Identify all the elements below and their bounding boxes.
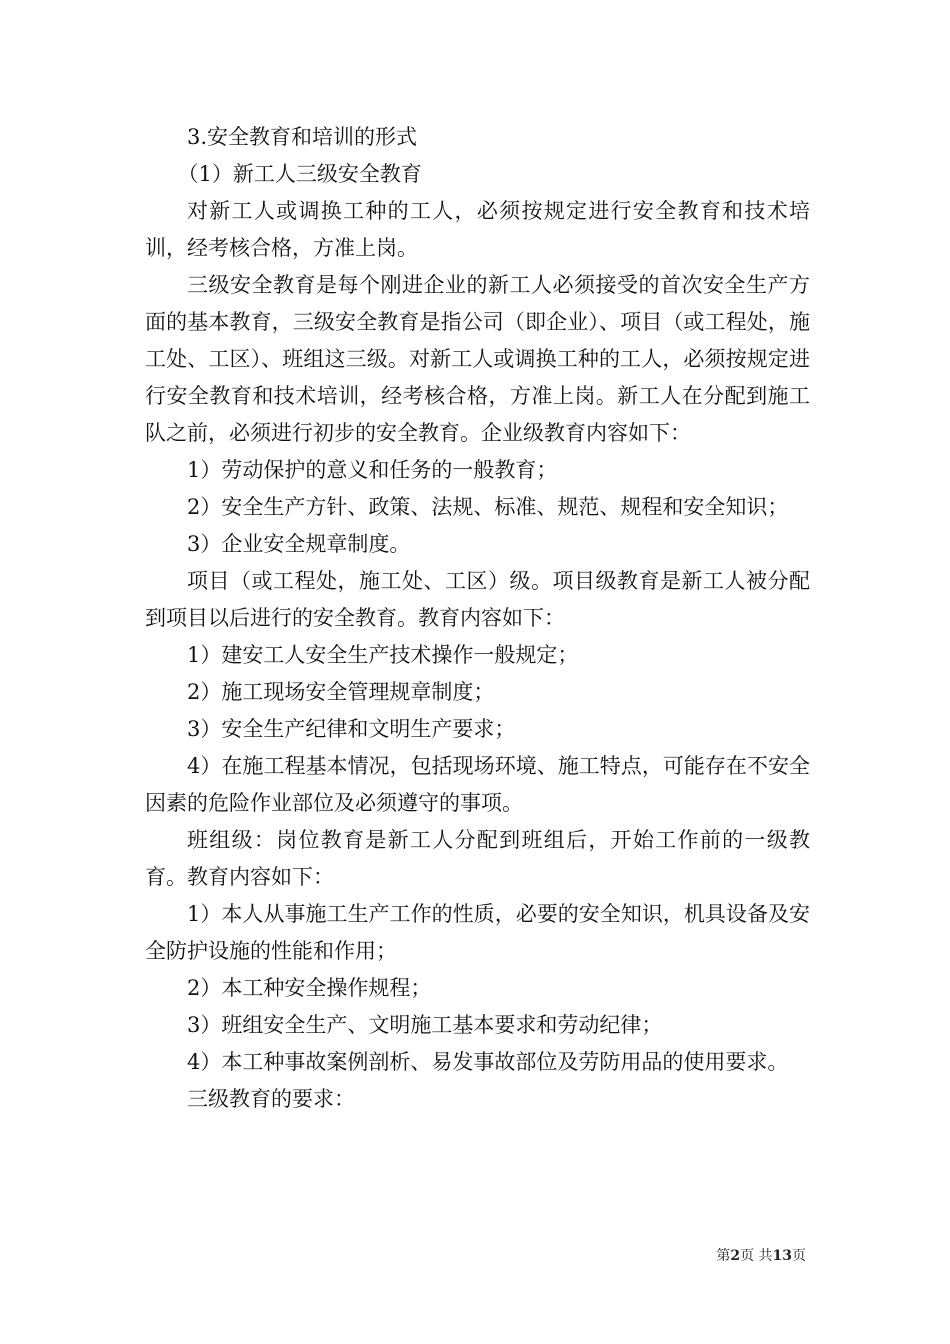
- section-heading: 3.安全教育和培训的形式: [187, 125, 418, 149]
- list-item: 2）安全生产方针、政策、法规、标准、规范、规程和安全知识；: [187, 495, 789, 519]
- list-item: 3）企业安全规章制度。: [187, 532, 411, 556]
- paragraph: 三级安全教育是每个刚进企业的新工人必须接受的首次安全生产方面的基本教育，三级安全教育是指公司（即企业）、项目（或工程处，施工处、工区）、班组这三级。对新工人或调换工种的工人，必须按规定进行安全教育和技术培训，经考核合格，方准上岗。新工人在分配到施工队之前，必须进行初步的安全教育。企业级教育内容如下：: [145, 273, 810, 445]
- list-item: 1）劳动保护的意义和任务的一般教育；: [187, 458, 558, 482]
- paragraph: 项目（或工程处，施工处、工区）级。项目级教育是新工人被分配到项目以后进行的安全教育。教育内容如下：: [145, 569, 810, 630]
- paragraph: 三级教育的要求：: [187, 1087, 355, 1111]
- list-item: 3）安全生产纪律和文明生产要求；: [187, 717, 516, 741]
- page-footer: [0, 1245, 806, 1265]
- footer-suffix: 页: [792, 1248, 806, 1264]
- footer-middle: 页 共: [740, 1248, 773, 1264]
- list-item: 2）本工种安全操作规程；: [187, 976, 432, 1000]
- list-item: 1）建安工人安全生产技术操作一般规定；: [187, 643, 579, 667]
- list-item: 4）在施工程基本情况，包括现场环境、施工特点，可能存在不安全因素的危险作业部位及必须遵守的事项。: [145, 754, 810, 815]
- paragraph: 班组级：岗位教育是新工人分配到班组后，开始工作前的一级教育。教育内容如下：: [145, 828, 810, 889]
- total-page-count: 13: [772, 1248, 792, 1264]
- paragraph: 对新工人或调换工种的工人，必须按规定进行安全教育和技术培训，经考核合格，方准上岗。: [145, 199, 810, 260]
- list-item: 4）本工种事故案例剖析、易发事故部位及劳防用品的使用要求。: [187, 1050, 789, 1074]
- footer-prefix: 第: [716, 1248, 731, 1264]
- list-item: 3）班组安全生产、文明施工基本要求和劳动纪律；: [187, 1013, 663, 1037]
- list-item: 2）施工现场安全管理规章制度；: [187, 680, 495, 704]
- document-body: [145, 119, 810, 1118]
- subsection-heading: （1）新工人三级安全教育: [177, 162, 422, 186]
- current-page-number: 2: [730, 1248, 741, 1264]
- list-item: 1）本人从事施工生产工作的性质，必要的安全知识，机具设备及安全防护设施的性能和作用；: [145, 902, 810, 963]
